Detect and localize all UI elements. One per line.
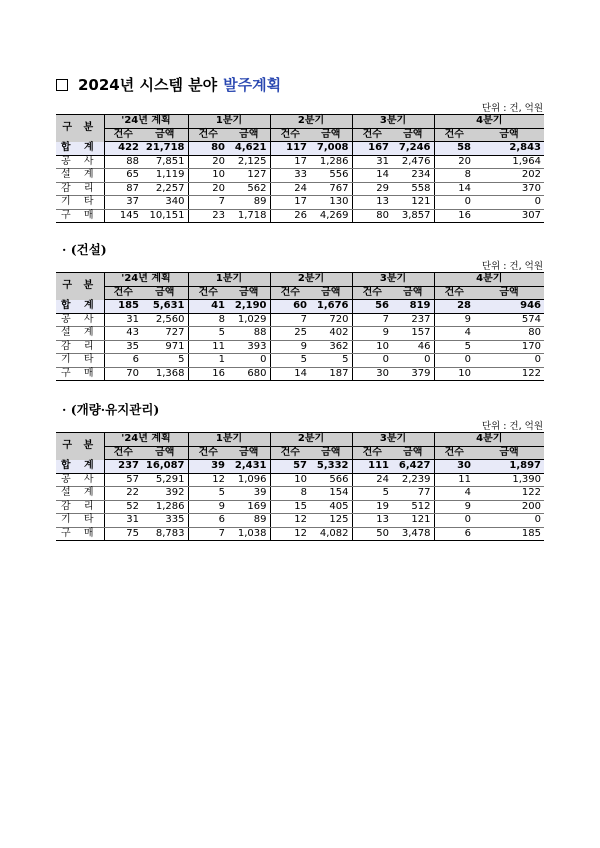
count-cell: 35 xyxy=(104,340,142,354)
unit-label: 단위 : 건, 억원 xyxy=(481,103,543,114)
row-label: 기 타 xyxy=(56,354,104,368)
count-cell: 70 xyxy=(104,367,142,381)
count-cell: 19 xyxy=(352,500,392,514)
count-cell: 17 xyxy=(270,155,310,169)
amount-cell: 1,286 xyxy=(310,155,352,169)
count-cell: 0 xyxy=(434,196,474,210)
count-cell: 20 xyxy=(188,182,228,196)
row-label: 감 리 xyxy=(56,182,104,196)
cell: 56 xyxy=(352,300,392,314)
table-row xyxy=(56,367,544,381)
count-cell: 9 xyxy=(352,327,392,341)
count-cell: 13 xyxy=(352,514,392,528)
count-header: 건수 xyxy=(270,128,310,142)
count-cell: 12 xyxy=(270,527,310,541)
q2-header: 2분기 xyxy=(270,433,352,447)
count-cell: 24 xyxy=(352,473,392,487)
table-row xyxy=(56,487,544,501)
row-label: 설 계 xyxy=(56,169,104,183)
cell: 21,718 xyxy=(142,142,188,156)
amount-cell: 2,257 xyxy=(142,182,188,196)
unit-label: 단위 : 건, 억원 xyxy=(481,421,543,432)
row-label: 공 사 xyxy=(56,313,104,327)
amount-cell: 0 xyxy=(228,354,270,368)
amount-header: 금액 xyxy=(392,446,434,460)
amount-cell: 39 xyxy=(228,487,270,501)
row-label: 설 계 xyxy=(56,327,104,341)
amount-cell: 1,286 xyxy=(142,500,188,514)
q4-header: 4분기 xyxy=(434,273,544,287)
amount-cell: 5 xyxy=(142,354,188,368)
amount-header: 금액 xyxy=(392,286,434,300)
cell: 5,332 xyxy=(310,460,352,474)
cell: 2,843 xyxy=(474,142,544,156)
table-row xyxy=(56,514,544,528)
total-row xyxy=(56,300,544,314)
count-cell: 5 xyxy=(188,327,228,341)
amount-cell: 0 xyxy=(392,354,434,368)
count-cell: 13 xyxy=(352,196,392,210)
row-label: 감 리 xyxy=(56,340,104,354)
amount-cell: 121 xyxy=(392,196,434,210)
checkbox-square-icon xyxy=(56,79,68,91)
q3-header: 3분기 xyxy=(352,115,434,129)
count-cell: 8 xyxy=(270,487,310,501)
count-header: 건수 xyxy=(352,128,392,142)
count-cell: 14 xyxy=(352,169,392,183)
amount-cell: 1,390 xyxy=(474,473,544,487)
count-cell: 5 xyxy=(434,340,474,354)
amount-cell: 4,269 xyxy=(310,209,352,223)
count-cell: 12 xyxy=(270,514,310,528)
count-header: 건수 xyxy=(104,446,142,460)
amount-cell: 237 xyxy=(392,313,434,327)
cell: 946 xyxy=(474,300,544,314)
amount-cell: 1,029 xyxy=(228,313,270,327)
amount-cell: 3,857 xyxy=(392,209,434,223)
amount-cell: 200 xyxy=(474,500,544,514)
count-cell: 5 xyxy=(352,487,392,501)
amount-cell: 1,368 xyxy=(142,367,188,381)
count-cell: 10 xyxy=(352,340,392,354)
amount-cell: 130 xyxy=(310,196,352,210)
count-cell: 37 xyxy=(104,196,142,210)
title-accent: 발주계획 xyxy=(223,76,282,94)
amount-header: 금액 xyxy=(310,446,352,460)
amount-header: 금액 xyxy=(142,128,188,142)
amount-cell: 340 xyxy=(142,196,188,210)
amount-cell: 234 xyxy=(392,169,434,183)
cell: 7,246 xyxy=(392,142,434,156)
amount-cell: 720 xyxy=(310,313,352,327)
amount-cell: 405 xyxy=(310,500,352,514)
count-cell: 0 xyxy=(352,354,392,368)
count-cell: 75 xyxy=(104,527,142,541)
count-cell: 50 xyxy=(352,527,392,541)
count-cell: 31 xyxy=(352,155,392,169)
amount-cell: 727 xyxy=(142,327,188,341)
count-cell: 12 xyxy=(188,473,228,487)
amount-header: 금액 xyxy=(392,128,434,142)
count-cell: 7 xyxy=(270,313,310,327)
amount-cell: 307 xyxy=(474,209,544,223)
count-cell: 7 xyxy=(188,527,228,541)
unit-label: 단위 : 건, 억원 xyxy=(481,261,543,272)
amount-cell: 89 xyxy=(228,196,270,210)
count-cell: 6 xyxy=(434,527,474,541)
table-row xyxy=(56,327,544,341)
amount-cell: 187 xyxy=(310,367,352,381)
q2-header: 2분기 xyxy=(270,273,352,287)
amount-cell: 1,964 xyxy=(474,155,544,169)
amount-cell: 1,096 xyxy=(228,473,270,487)
amount-cell: 5 xyxy=(310,354,352,368)
cell: 117 xyxy=(270,142,310,156)
amount-cell: 122 xyxy=(474,487,544,501)
count-cell: 43 xyxy=(104,327,142,341)
category-header: 구 분 xyxy=(56,273,104,300)
count-cell: 9 xyxy=(434,500,474,514)
amount-cell: 4,082 xyxy=(310,527,352,541)
count-cell: 6 xyxy=(188,514,228,528)
amount-header: 금액 xyxy=(228,128,270,142)
count-cell: 5 xyxy=(270,354,310,368)
count-header: 건수 xyxy=(352,446,392,460)
amount-cell: 0 xyxy=(474,514,544,528)
table-row xyxy=(56,473,544,487)
amount-cell: 7,851 xyxy=(142,155,188,169)
plan-table-total xyxy=(56,114,544,223)
q1-header: 1분기 xyxy=(188,115,270,129)
amount-header: 금액 xyxy=(474,128,544,142)
count-cell: 4 xyxy=(434,487,474,501)
count-cell: 23 xyxy=(188,209,228,223)
amount-cell: 370 xyxy=(474,182,544,196)
cell: 5,631 xyxy=(142,300,188,314)
count-header: 건수 xyxy=(188,128,228,142)
q1-header: 1분기 xyxy=(188,273,270,287)
count-cell: 10 xyxy=(434,367,474,381)
count-cell: 10 xyxy=(270,473,310,487)
count-cell: 5 xyxy=(188,487,228,501)
table-row xyxy=(56,313,544,327)
amount-cell: 125 xyxy=(310,514,352,528)
amount-cell: 3,478 xyxy=(392,527,434,541)
row-label: 감 리 xyxy=(56,500,104,514)
amount-cell: 202 xyxy=(474,169,544,183)
amount-cell: 767 xyxy=(310,182,352,196)
count-cell: 10 xyxy=(188,169,228,183)
q4-header: 4분기 xyxy=(434,433,544,447)
count-cell: 7 xyxy=(188,196,228,210)
count-cell: 9 xyxy=(270,340,310,354)
count-cell: 33 xyxy=(270,169,310,183)
cell: 58 xyxy=(434,142,474,156)
amount-header: 금액 xyxy=(474,286,544,300)
count-cell: 15 xyxy=(270,500,310,514)
amount-cell: 2,560 xyxy=(142,313,188,327)
annual-plan-header: '24년 계획 xyxy=(104,115,188,129)
plan-table-maintenance xyxy=(56,432,544,541)
page-title xyxy=(56,74,281,95)
total-row xyxy=(56,460,544,474)
row-label: 구 매 xyxy=(56,209,104,223)
amount-cell: 2,239 xyxy=(392,473,434,487)
annual-plan-header: '24년 계획 xyxy=(104,273,188,287)
count-header: 건수 xyxy=(188,286,228,300)
cell: 80 xyxy=(188,142,228,156)
row-label: 구 매 xyxy=(56,367,104,381)
cell: 6,427 xyxy=(392,460,434,474)
amount-cell: 512 xyxy=(392,500,434,514)
amount-header: 금액 xyxy=(142,446,188,460)
count-header: 건수 xyxy=(188,446,228,460)
row-label: 기 타 xyxy=(56,514,104,528)
count-header: 건수 xyxy=(104,128,142,142)
cell: 1,897 xyxy=(474,460,544,474)
count-cell: 30 xyxy=(352,367,392,381)
table-row xyxy=(56,196,544,210)
amount-header: 금액 xyxy=(310,128,352,142)
amount-cell: 362 xyxy=(310,340,352,354)
q3-header: 3분기 xyxy=(352,433,434,447)
count-cell: 80 xyxy=(352,209,392,223)
amount-cell: 0 xyxy=(474,354,544,368)
plan-table-construction xyxy=(56,272,544,381)
section-heading-construction: · (건설) xyxy=(62,242,107,257)
cell: 2,190 xyxy=(228,300,270,314)
cell: 4,621 xyxy=(228,142,270,156)
count-cell: 57 xyxy=(104,473,142,487)
count-cell: 11 xyxy=(434,473,474,487)
count-cell: 6 xyxy=(104,354,142,368)
category-header: 구 분 xyxy=(56,433,104,460)
count-cell: 31 xyxy=(104,313,142,327)
amount-cell: 556 xyxy=(310,169,352,183)
count-cell: 22 xyxy=(104,487,142,501)
amount-cell: 169 xyxy=(228,500,270,514)
count-cell: 8 xyxy=(188,313,228,327)
count-cell: 1 xyxy=(188,354,228,368)
amount-cell: 558 xyxy=(392,182,434,196)
count-cell: 24 xyxy=(270,182,310,196)
count-cell: 9 xyxy=(188,500,228,514)
row-label: 설 계 xyxy=(56,487,104,501)
count-cell: 0 xyxy=(434,514,474,528)
amount-cell: 89 xyxy=(228,514,270,528)
q2-header: 2분기 xyxy=(270,115,352,129)
count-header: 건수 xyxy=(434,286,474,300)
table-row xyxy=(56,527,544,541)
amount-cell: 566 xyxy=(310,473,352,487)
total-label: 합 계 xyxy=(56,142,104,156)
amount-cell: 127 xyxy=(228,169,270,183)
count-header: 건수 xyxy=(104,286,142,300)
amount-cell: 379 xyxy=(392,367,434,381)
amount-cell: 10,151 xyxy=(142,209,188,223)
table-row xyxy=(56,209,544,223)
row-label: 구 매 xyxy=(56,527,104,541)
amount-cell: 971 xyxy=(142,340,188,354)
count-header: 건수 xyxy=(434,128,474,142)
count-cell: 7 xyxy=(352,313,392,327)
cell: 60 xyxy=(270,300,310,314)
amount-header: 금액 xyxy=(228,446,270,460)
cell: 41 xyxy=(188,300,228,314)
amount-cell: 2,125 xyxy=(228,155,270,169)
amount-cell: 121 xyxy=(392,514,434,528)
count-header: 건수 xyxy=(352,286,392,300)
count-cell: 4 xyxy=(434,327,474,341)
amount-cell: 77 xyxy=(392,487,434,501)
amount-cell: 46 xyxy=(392,340,434,354)
amount-cell: 1,119 xyxy=(142,169,188,183)
amount-cell: 680 xyxy=(228,367,270,381)
amount-cell: 185 xyxy=(474,527,544,541)
cell: 185 xyxy=(104,300,142,314)
amount-cell: 393 xyxy=(228,340,270,354)
table-row xyxy=(56,182,544,196)
title-text: 2024년 시스템 분야 xyxy=(78,76,218,94)
total-label: 합 계 xyxy=(56,460,104,474)
count-cell: 14 xyxy=(434,182,474,196)
amount-header: 금액 xyxy=(142,286,188,300)
total-row xyxy=(56,142,544,156)
amount-cell: 5,291 xyxy=(142,473,188,487)
section-heading-improvement-maintenance: · (개량·유지관리) xyxy=(62,402,160,417)
cell: 1,676 xyxy=(310,300,352,314)
cell: 237 xyxy=(104,460,142,474)
amount-header: 금액 xyxy=(310,286,352,300)
cell: 28 xyxy=(434,300,474,314)
amount-cell: 1,718 xyxy=(228,209,270,223)
count-cell: 88 xyxy=(104,155,142,169)
total-label: 합 계 xyxy=(56,300,104,314)
q1-header: 1분기 xyxy=(188,433,270,447)
amount-cell: 0 xyxy=(474,196,544,210)
count-cell: 20 xyxy=(188,155,228,169)
cell: 422 xyxy=(104,142,142,156)
cell: 30 xyxy=(434,460,474,474)
count-header: 건수 xyxy=(270,446,310,460)
amount-cell: 1,038 xyxy=(228,527,270,541)
cell: 2,431 xyxy=(228,460,270,474)
amount-cell: 8,783 xyxy=(142,527,188,541)
amount-cell: 392 xyxy=(142,487,188,501)
table-row xyxy=(56,500,544,514)
cell: 39 xyxy=(188,460,228,474)
cell: 16,087 xyxy=(142,460,188,474)
amount-header: 금액 xyxy=(228,286,270,300)
count-cell: 20 xyxy=(434,155,474,169)
amount-cell: 122 xyxy=(474,367,544,381)
count-cell: 11 xyxy=(188,340,228,354)
count-cell: 65 xyxy=(104,169,142,183)
cell: 57 xyxy=(270,460,310,474)
count-cell: 9 xyxy=(434,313,474,327)
count-cell: 26 xyxy=(270,209,310,223)
amount-cell: 574 xyxy=(474,313,544,327)
cell: 167 xyxy=(352,142,392,156)
count-cell: 0 xyxy=(434,354,474,368)
cell: 819 xyxy=(392,300,434,314)
amount-cell: 170 xyxy=(474,340,544,354)
table-row xyxy=(56,354,544,368)
amount-cell: 157 xyxy=(392,327,434,341)
table-row xyxy=(56,169,544,183)
count-cell: 87 xyxy=(104,182,142,196)
amount-cell: 562 xyxy=(228,182,270,196)
amount-cell: 402 xyxy=(310,327,352,341)
table-row xyxy=(56,340,544,354)
count-cell: 145 xyxy=(104,209,142,223)
count-header: 건수 xyxy=(434,446,474,460)
count-cell: 16 xyxy=(188,367,228,381)
amount-cell: 88 xyxy=(228,327,270,341)
count-header: 건수 xyxy=(270,286,310,300)
count-cell: 17 xyxy=(270,196,310,210)
count-cell: 52 xyxy=(104,500,142,514)
count-cell: 31 xyxy=(104,514,142,528)
count-cell: 29 xyxy=(352,182,392,196)
amount-header: 금액 xyxy=(474,446,544,460)
cell: 7,008 xyxy=(310,142,352,156)
amount-cell: 80 xyxy=(474,327,544,341)
q3-header: 3분기 xyxy=(352,273,434,287)
q4-header: 4분기 xyxy=(434,115,544,129)
row-label: 공 사 xyxy=(56,155,104,169)
category-header: 구 분 xyxy=(56,115,104,142)
count-cell: 16 xyxy=(434,209,474,223)
count-cell: 25 xyxy=(270,327,310,341)
cell: 111 xyxy=(352,460,392,474)
count-cell: 14 xyxy=(270,367,310,381)
row-label: 기 타 xyxy=(56,196,104,210)
row-label: 공 사 xyxy=(56,473,104,487)
amount-cell: 2,476 xyxy=(392,155,434,169)
table-row xyxy=(56,155,544,169)
amount-cell: 154 xyxy=(310,487,352,501)
annual-plan-header: '24년 계획 xyxy=(104,433,188,447)
count-cell: 8 xyxy=(434,169,474,183)
amount-cell: 335 xyxy=(142,514,188,528)
